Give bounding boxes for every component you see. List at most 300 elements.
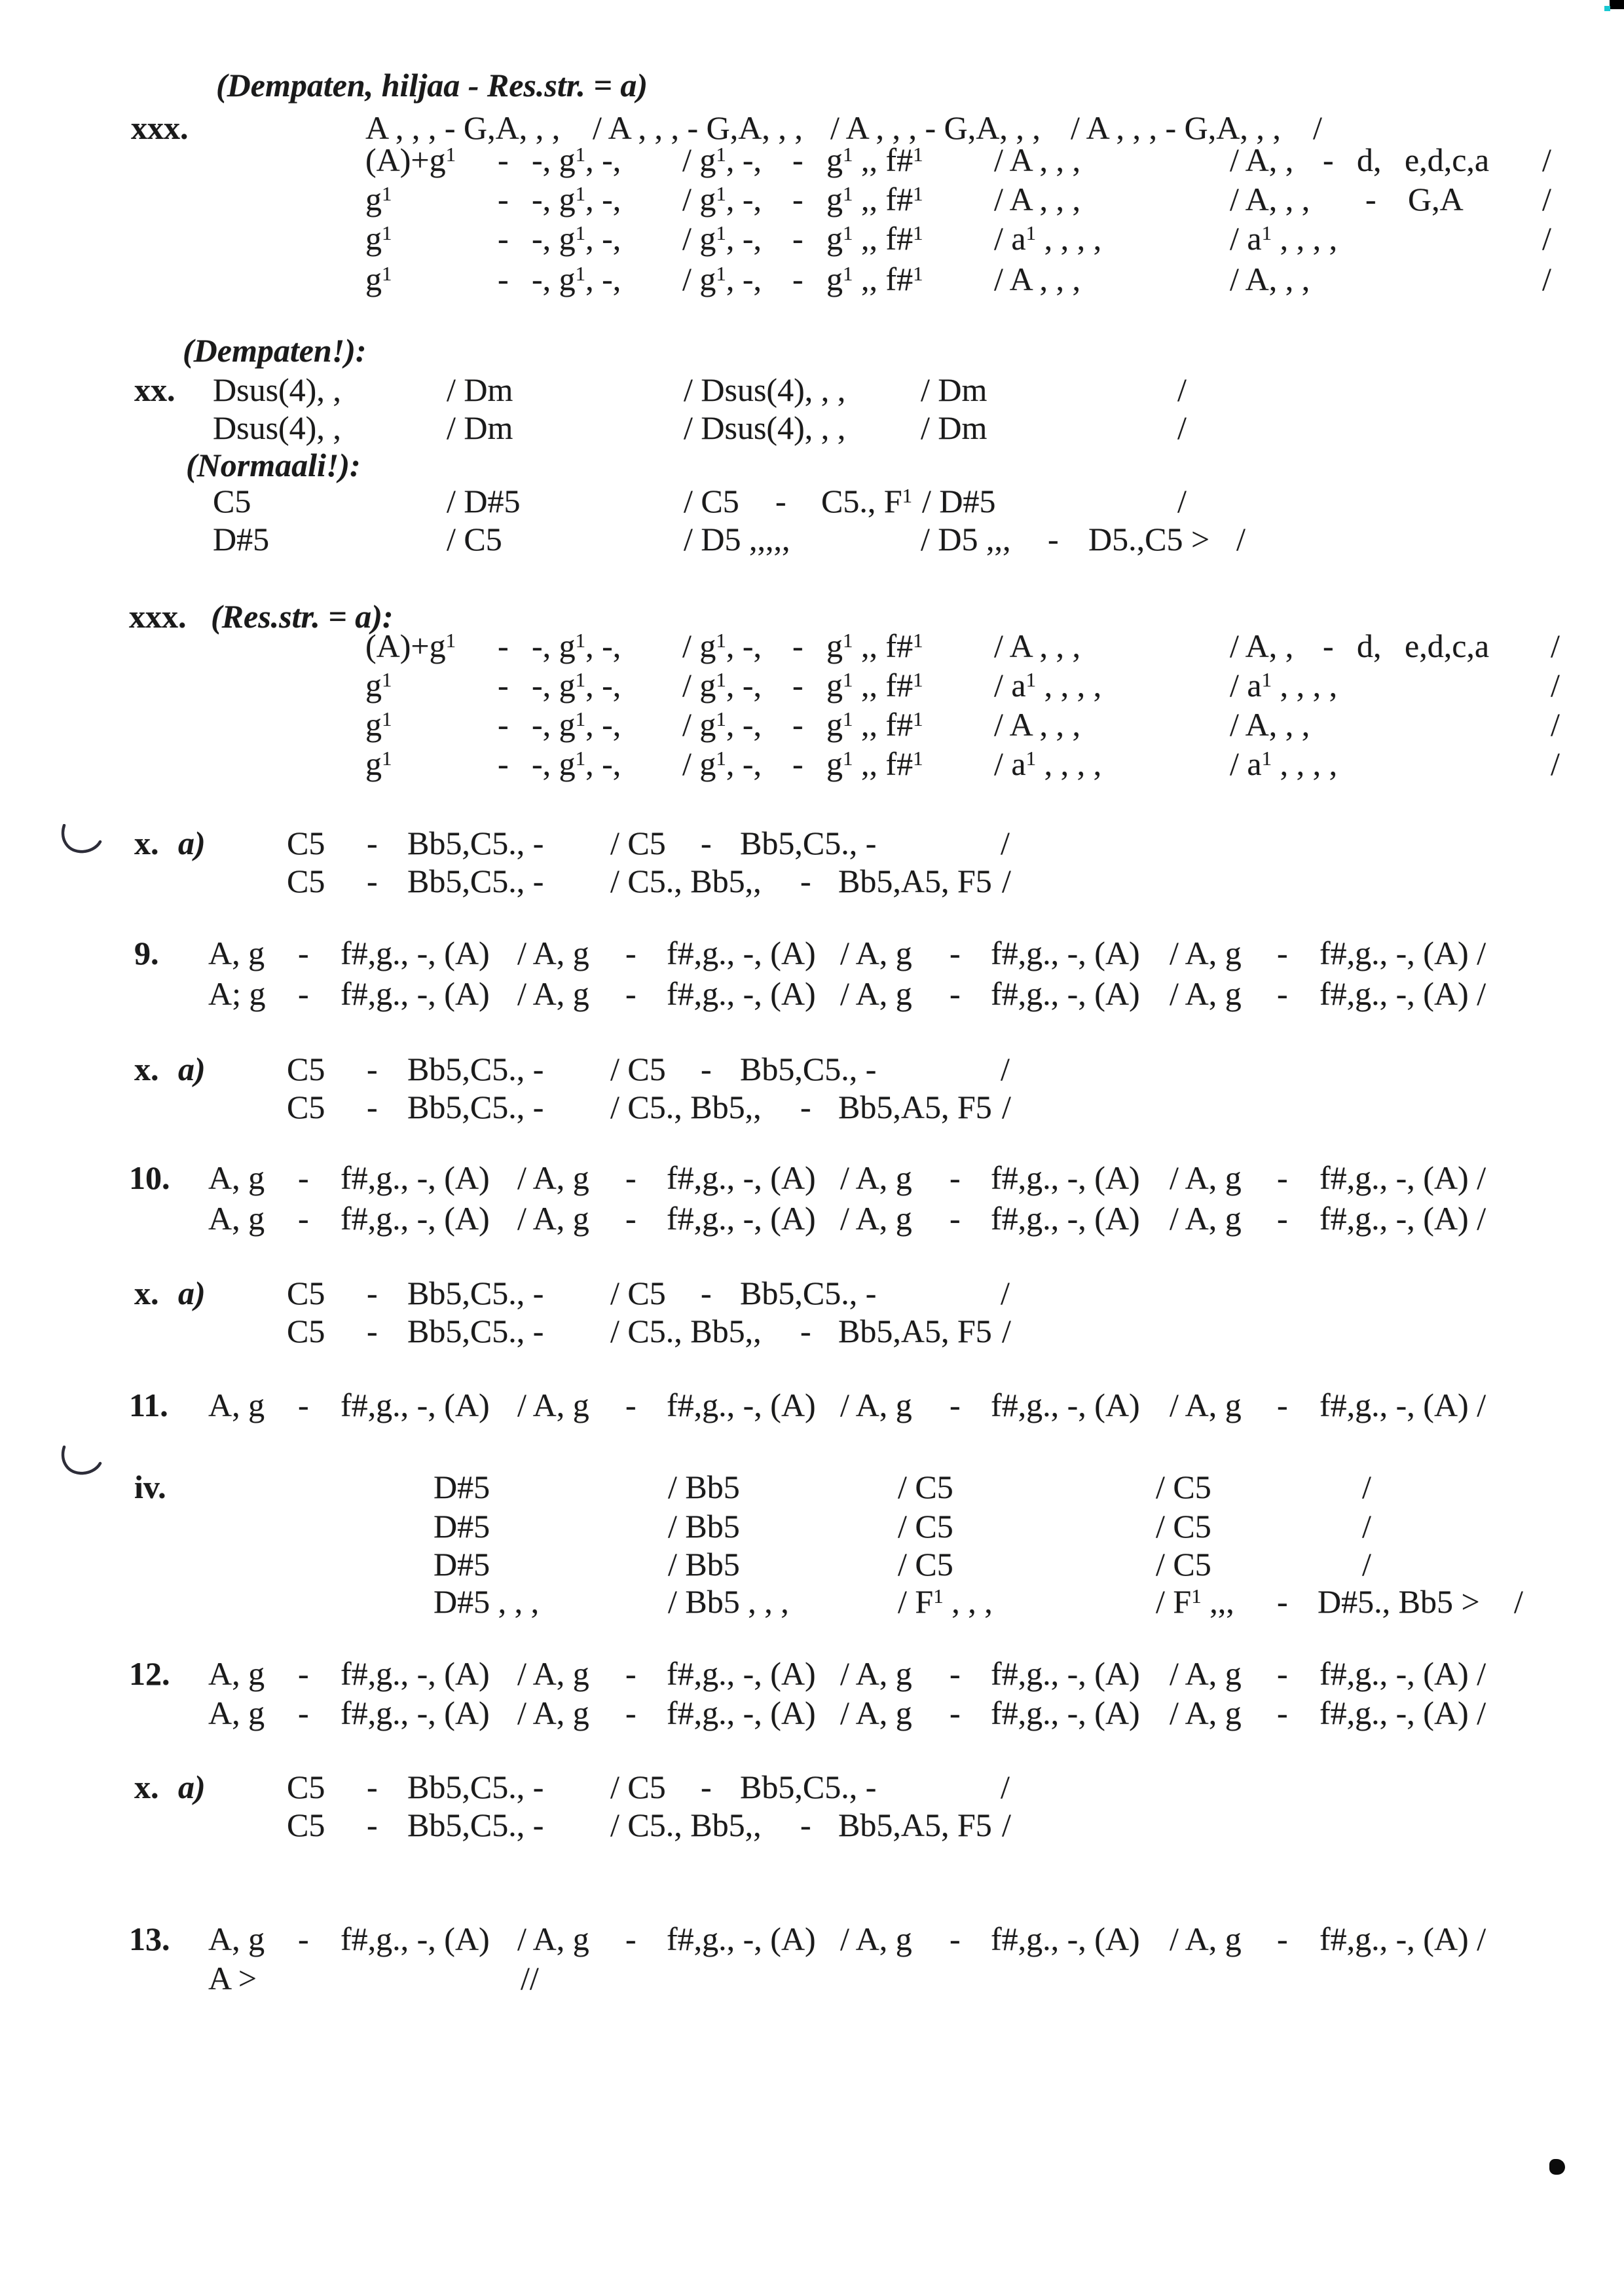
text-segment: / (1542, 261, 1551, 297)
text-segment: / A, g (840, 1200, 912, 1237)
text-segment: D#5 (434, 1508, 490, 1545)
text-segment: -, $g^1$, -, (532, 706, 621, 743)
section-marker: x. (134, 1275, 159, 1311)
text-segment: e,d,c,a (1405, 628, 1490, 664)
text-segment: G,A (1408, 181, 1464, 217)
text-segment: / A, g (517, 1921, 589, 1957)
text-segment: - (701, 1769, 712, 1805)
text-segment: / A, g (517, 935, 589, 971)
text-segment: / $g^1$, -, (682, 667, 762, 704)
score-line (0, 1767, 1624, 1807)
text-segment: / $a^1$ , , , , (994, 745, 1102, 782)
section-marker: xxx. (131, 109, 189, 146)
section-heading (0, 331, 1624, 370)
text-segment: / A, g (1170, 935, 1242, 971)
text-segment: $g^1$ (365, 667, 392, 704)
score-line (0, 1582, 1624, 1621)
text-segment: / A , , , (994, 706, 1080, 743)
text-segment: / (1001, 1769, 1010, 1805)
text-segment: / (1551, 745, 1560, 782)
text-segment: / $g^1$, -, (682, 628, 762, 664)
score-line (0, 626, 1624, 666)
text-segment: f#,g., -, (A) (341, 935, 490, 971)
text-segment: f#,g., -, (A) (991, 1387, 1140, 1423)
text-segment: Bb5,C5., - (407, 1275, 544, 1311)
text-segment: - (498, 141, 509, 178)
text-segment: -, $g^1$, -, (532, 220, 621, 257)
text-segment: - (367, 1089, 378, 1125)
text-segment: / (1002, 1313, 1011, 1349)
text-segment: Bb5,C5., - (740, 1275, 877, 1311)
text-segment: D#5 , , , (434, 1583, 540, 1620)
text-segment: / (1177, 371, 1187, 408)
text-segment: $g^1$ ,, f#$^1$ (826, 220, 923, 257)
text-segment: / C5 (898, 1546, 953, 1583)
text-segment: / A, , (1230, 141, 1294, 178)
score-line (0, 1919, 1624, 1959)
heading-text: (Dempaten, hiljaa - Res.str. = a) (216, 67, 648, 103)
text-segment: / $a^1$ , , , , (1230, 667, 1338, 704)
text-segment: - (367, 863, 378, 899)
text-segment: A, g (208, 1655, 265, 1692)
score-line (0, 1805, 1624, 1845)
text-segment: - (950, 1655, 961, 1692)
score-line (0, 1467, 1624, 1507)
text-segment: - (1277, 1921, 1288, 1957)
text-segment: C5 (287, 1051, 325, 1087)
text-segment: / (1177, 409, 1187, 446)
text-segment: / $a^1$ , , , , (994, 667, 1102, 704)
text-segment: / A, g (1170, 1695, 1242, 1731)
text-segment: Bb5,A5, F5 (838, 1807, 992, 1843)
text-segment: / Dsus(4), , , (684, 409, 846, 446)
text-segment: / A, g (1170, 1200, 1242, 1237)
text-segment: / A, g (517, 1200, 589, 1237)
text-segment: f#,g., -, (A) (341, 1387, 490, 1423)
score-line (0, 1959, 1624, 1998)
section-marker: xx. (134, 371, 175, 408)
text-segment: f#,g., -, (A) (667, 935, 816, 971)
text-segment: Bb5,C5., - (407, 1313, 544, 1349)
text-segment: C5 (287, 1769, 325, 1805)
text-segment: - (1277, 1387, 1288, 1423)
text-segment: $g^1$ (365, 261, 392, 297)
text-segment: f#,g., -, (A) (667, 1200, 816, 1237)
text-segment: - (1277, 1655, 1288, 1692)
text-segment: $(A)+g^1$ (365, 628, 456, 664)
text-segment: -, $g^1$, -, (532, 181, 621, 217)
text-segment: - (1048, 521, 1059, 557)
text-segment: C5 (287, 1089, 325, 1125)
text-segment: / (1001, 1051, 1010, 1087)
text-segment: -, $g^1$, -, (532, 141, 621, 178)
section-marker: 10. (129, 1159, 170, 1196)
text-segment: C5., $F^1$ (821, 483, 913, 519)
text-segment: Bb5,C5., - (407, 863, 544, 899)
text-segment: - (367, 1051, 378, 1087)
text-segment: - (625, 1921, 637, 1957)
text-segment: - (1277, 1200, 1288, 1237)
text-segment: $g^1$ (365, 706, 392, 743)
text-segment: A , , , - G,A, , , (365, 109, 561, 146)
text-segment: / A, g (840, 935, 912, 971)
text-segment: - (1323, 628, 1334, 664)
text-segment: / Bb5 (668, 1546, 740, 1583)
text-segment: - (792, 706, 803, 743)
text-segment: / (1002, 863, 1011, 899)
text-segment: / (1002, 1089, 1011, 1125)
text-segment: / (1542, 181, 1551, 217)
text-segment: / (1001, 1275, 1010, 1311)
text-segment: / $g^1$, -, (682, 181, 762, 217)
text-segment: / A, g (517, 1159, 589, 1196)
text-segment: - (498, 220, 509, 257)
text-segment: A, g (208, 1695, 265, 1731)
score-line (0, 519, 1624, 559)
text-segment: / (1002, 1807, 1011, 1843)
text-segment: / C5 (610, 825, 666, 861)
text-segment: / $a^1$ , , , , (1230, 745, 1338, 782)
text-segment: / A, g (1170, 1159, 1242, 1196)
text-segment: Bb5,C5., - (407, 1769, 544, 1805)
text-segment: - (792, 667, 803, 704)
text-segment: / (1001, 825, 1010, 861)
text-segment: / C5 (898, 1469, 953, 1505)
section-heading (0, 66, 1624, 105)
text-segment: - (498, 667, 509, 704)
score-line (0, 1087, 1624, 1127)
text-segment: f#,g., -, (A) (341, 1655, 490, 1692)
text-segment: / (1551, 667, 1560, 704)
text-segment: - (367, 1769, 378, 1805)
score-line (0, 744, 1624, 783)
text-segment: / A, g (517, 1655, 589, 1692)
text-segment: - (800, 863, 811, 899)
text-segment: $g^1$ (365, 745, 392, 782)
text-segment: A, g (208, 1921, 265, 1957)
text-segment: $g^1$ (365, 220, 392, 257)
score-line (0, 179, 1624, 219)
text-segment: - (1277, 975, 1288, 1012)
score-line (0, 1158, 1624, 1197)
section-marker: a) (178, 1051, 206, 1087)
score-line (0, 1311, 1624, 1351)
score-line (0, 259, 1624, 299)
text-segment: - (701, 825, 712, 861)
text-segment: Bb5,C5., - (407, 1807, 544, 1843)
text-segment: $g^1$ ,, f#$^1$ (826, 628, 923, 664)
score-line (0, 1199, 1624, 1238)
text-segment: - (625, 1387, 637, 1423)
text-segment: / A, , (1230, 628, 1294, 664)
text-segment: - (367, 1807, 378, 1843)
text-segment: f#,g., -, (A) / (1320, 975, 1486, 1012)
text-segment: - (625, 1159, 637, 1196)
text-segment: / D#5 (922, 483, 996, 519)
text-segment: - (792, 745, 803, 782)
text-segment: - (792, 141, 803, 178)
text-segment: f#,g., -, (A) (341, 1200, 490, 1237)
section-marker: 9. (134, 935, 159, 971)
section-heading (0, 445, 1624, 485)
text-segment: f#,g., -, (A) (667, 1387, 816, 1423)
text-segment: / D5 ,,,,, (684, 521, 790, 557)
text-segment: f#,g., -, (A) (667, 1695, 816, 1731)
text-segment: - (1277, 1695, 1288, 1731)
text-segment: / $g^1$, -, (682, 261, 762, 297)
text-segment: / Bb5 (668, 1469, 740, 1505)
text-segment: $g^1$ (365, 181, 392, 217)
text-segment: $g^1$ ,, f#$^1$ (826, 181, 923, 217)
text-segment: $g^1$ ,, f#$^1$ (826, 141, 923, 178)
text-segment: Dsus(4), , (213, 409, 341, 446)
text-segment: f#,g., -, (A) (341, 1695, 490, 1731)
text-segment: / Dsus(4), , , (684, 371, 846, 408)
text-segment: C5 (287, 825, 325, 861)
text-segment: - (498, 745, 509, 782)
text-segment: / C5 (684, 483, 739, 519)
text-segment: f#,g., -, (A) / (1320, 1655, 1486, 1692)
text-segment: Bb5,C5., - (740, 1051, 877, 1087)
pen-arc-mark (59, 1445, 102, 1478)
text-segment: / A, g (840, 1695, 912, 1731)
text-segment: / A, , , (1230, 261, 1310, 297)
text-segment: - (367, 1313, 378, 1349)
text-segment: / A, g (1170, 975, 1242, 1012)
text-segment: -, $g^1$, -, (532, 261, 621, 297)
text-segment: A, g (208, 1159, 265, 1196)
text-segment: Bb5,C5., - (407, 825, 544, 861)
text-segment: / A, g (840, 1159, 912, 1196)
section-marker: x. (134, 825, 159, 861)
text-segment: C5 (287, 1275, 325, 1311)
score-line (0, 1693, 1624, 1733)
text-segment: - (701, 1275, 712, 1311)
text-segment: f#,g., -, (A) (991, 1655, 1140, 1692)
text-segment: Bb5,A5, F5 (838, 863, 992, 899)
section-marker: a) (178, 1769, 206, 1805)
text-segment: - (792, 628, 803, 664)
section-marker: iv. (134, 1469, 166, 1505)
scan-corner-artifact (1610, 0, 1624, 9)
text-segment: / A, g (517, 1695, 589, 1731)
text-segment: - (792, 261, 803, 297)
text-segment: - (625, 1200, 637, 1237)
text-segment: - (950, 1159, 961, 1196)
text-segment: A, g (208, 935, 265, 971)
text-segment: C5 (287, 1313, 325, 1349)
text-segment: f#,g., -, (A) (991, 1159, 1140, 1196)
text-segment: / (1514, 1583, 1523, 1620)
text-segment: A > (208, 1960, 257, 1997)
score-line (0, 666, 1624, 705)
text-segment: - (367, 825, 378, 861)
text-segment: / (1362, 1546, 1371, 1583)
text-segment: / A, g (1170, 1387, 1242, 1423)
text-segment: / A , , , - G,A, , , (593, 109, 803, 146)
text-segment: D#5 (213, 521, 270, 557)
text-segment: - (298, 935, 309, 971)
text-segment: / A, g (840, 1655, 912, 1692)
text-segment: / Bb5 , , , (668, 1583, 789, 1620)
text-segment: $g^1$ ,, f#$^1$ (826, 745, 923, 782)
section-marker: x. (134, 1051, 159, 1087)
score-line (0, 705, 1624, 744)
section-marker: xxx. (129, 598, 187, 635)
text-segment: - (498, 261, 509, 297)
score-line (0, 1654, 1624, 1693)
text-segment: / A, g (1170, 1655, 1242, 1692)
text-segment: / D5 ,,, (921, 521, 1011, 557)
text-segment: / $g^1$, -, (682, 706, 762, 743)
score-line (0, 823, 1624, 863)
text-segment: - (792, 220, 803, 257)
heading-text: (Dempaten!): (183, 332, 367, 369)
scan-corner-accent-artifact (1604, 6, 1610, 11)
text-segment: f#,g., -, (A) (991, 1200, 1140, 1237)
text-segment: / A , , , (994, 628, 1080, 664)
text-segment: D5.,C5 > (1088, 521, 1210, 557)
text-segment: / C5., Bb5,, (610, 863, 762, 899)
text-segment: // (521, 1960, 539, 1997)
text-segment: f#,g., -, (A) / (1320, 1159, 1486, 1196)
text-segment: $g^1$ ,, f#$^1$ (826, 261, 923, 297)
text-segment: $g^1$ ,, f#$^1$ (826, 706, 923, 743)
score-line (0, 370, 1624, 409)
text-segment: A, g (208, 1200, 265, 1237)
text-segment: / (1177, 483, 1187, 519)
text-segment: / $g^1$, -, (682, 141, 762, 178)
text-segment: Dsus(4), , (213, 371, 341, 408)
section-marker: 12. (129, 1655, 170, 1692)
pen-arc-mark (59, 824, 102, 855)
text-segment: / D#5 (447, 483, 521, 519)
text-segment: - (792, 181, 803, 217)
text-segment: A, g (208, 1387, 265, 1423)
text-segment: / A, g (840, 1921, 912, 1957)
text-segment: / C5., Bb5,, (610, 1807, 762, 1843)
text-segment: f#,g., -, (A) / (1320, 1387, 1486, 1423)
text-segment: -, $g^1$, -, (532, 667, 621, 704)
text-segment: C5 (287, 1807, 325, 1843)
section-marker: x. (134, 1769, 159, 1805)
text-segment: - (1365, 181, 1376, 217)
text-segment: / A , , , (994, 261, 1080, 297)
text-segment: - (498, 181, 509, 217)
text-segment: f#,g., -, (A) (667, 1921, 816, 1957)
score-line (0, 140, 1624, 179)
score-line (0, 1385, 1624, 1425)
score-line (0, 974, 1624, 1013)
text-segment: -, $g^1$, -, (532, 745, 621, 782)
text-segment: / A, g (840, 1387, 912, 1423)
text-segment: Bb5,C5., - (407, 1051, 544, 1087)
text-segment: -, $g^1$, -, (532, 628, 621, 664)
text-segment: / C5 (447, 521, 502, 557)
text-segment: / A, g (517, 975, 589, 1012)
text-segment: / C5 (610, 1769, 666, 1805)
text-segment: / (1551, 706, 1560, 743)
text-segment: / (1542, 141, 1551, 178)
text-segment: f#,g., -, (A) (667, 1655, 816, 1692)
text-segment: / Dm (447, 371, 513, 408)
heading-text: (Res.str. = a): (211, 598, 394, 635)
text-segment: - (701, 1051, 712, 1087)
section-marker: 13. (129, 1921, 170, 1957)
text-segment: / Bb5 (668, 1508, 740, 1545)
score-line (0, 481, 1624, 521)
text-segment: / C5 (610, 1275, 666, 1311)
text-segment: Bb5,C5., - (407, 1089, 544, 1125)
text-segment: f#,g., -, (A) / (1320, 1200, 1486, 1237)
text-segment: / Dm (921, 371, 987, 408)
score-line (0, 1273, 1624, 1313)
text-segment: / A , , , - G,A, , , (830, 109, 1041, 146)
text-segment: d, (1357, 141, 1382, 178)
text-segment: / C5 (1156, 1546, 1211, 1583)
text-segment: - (950, 975, 961, 1012)
text-segment: f#,g., -, (A) / (1320, 1921, 1486, 1957)
text-segment: - (367, 1275, 378, 1311)
text-segment: - (498, 706, 509, 743)
text-segment: f#,g., -, (A) (991, 1921, 1140, 1957)
text-segment: / A, g (1170, 1921, 1242, 1957)
text-segment: Bb5,A5, F5 (838, 1089, 992, 1125)
text-segment: - (800, 1089, 811, 1125)
text-segment: f#,g., -, (A) (991, 935, 1140, 971)
text-segment: / $a^1$ , , , , (1230, 220, 1338, 257)
text-segment: / $g^1$, -, (682, 745, 762, 782)
text-segment: - (298, 1159, 309, 1196)
text-segment: $g^1$ ,, f#$^1$ (826, 667, 923, 704)
text-segment: - (298, 1655, 309, 1692)
section-marker: a) (178, 825, 206, 861)
text-segment: - (775, 483, 786, 519)
text-segment: / $a^1$ , , , , (994, 220, 1102, 257)
heading-text: (Normaali!): (186, 447, 361, 483)
text-segment: - (625, 1655, 637, 1692)
text-segment: f#,g., -, (A) (341, 1921, 490, 1957)
text-segment: f#,g., -, (A) / (1320, 1695, 1486, 1731)
text-segment: f#,g., -, (A) (667, 975, 816, 1012)
text-segment: D#5 (434, 1546, 490, 1583)
text-segment: - (498, 628, 509, 664)
text-segment: - (950, 1387, 961, 1423)
text-segment: / (1362, 1508, 1371, 1545)
text-segment: / C5 (1156, 1469, 1211, 1505)
text-segment: / A , , , - G,A, , , (1071, 109, 1281, 146)
score-line (0, 861, 1624, 901)
text-segment: C5 (287, 863, 325, 899)
text-segment: - (1323, 141, 1334, 178)
text-segment: / $g^1$, -, (682, 220, 762, 257)
text-segment: / C5 (610, 1051, 666, 1087)
section-marker: a) (178, 1275, 206, 1311)
score-line (0, 1507, 1624, 1546)
text-segment: / A , , , (994, 141, 1080, 178)
text-segment: / Dm (447, 409, 513, 446)
section-marker: 11. (129, 1387, 168, 1423)
text-segment: / $F^1$ , , , (898, 1583, 993, 1620)
text-segment: / A, , , (1230, 181, 1310, 217)
text-segment: / C5 (898, 1508, 953, 1545)
text-segment: - (1277, 1583, 1288, 1620)
text-segment: / A, g (517, 1387, 589, 1423)
text-segment: - (800, 1807, 811, 1843)
text-segment: Bb5,C5., - (740, 1769, 877, 1805)
text-segment: - (625, 935, 637, 971)
text-segment: f#,g., -, (A) (991, 1695, 1140, 1731)
